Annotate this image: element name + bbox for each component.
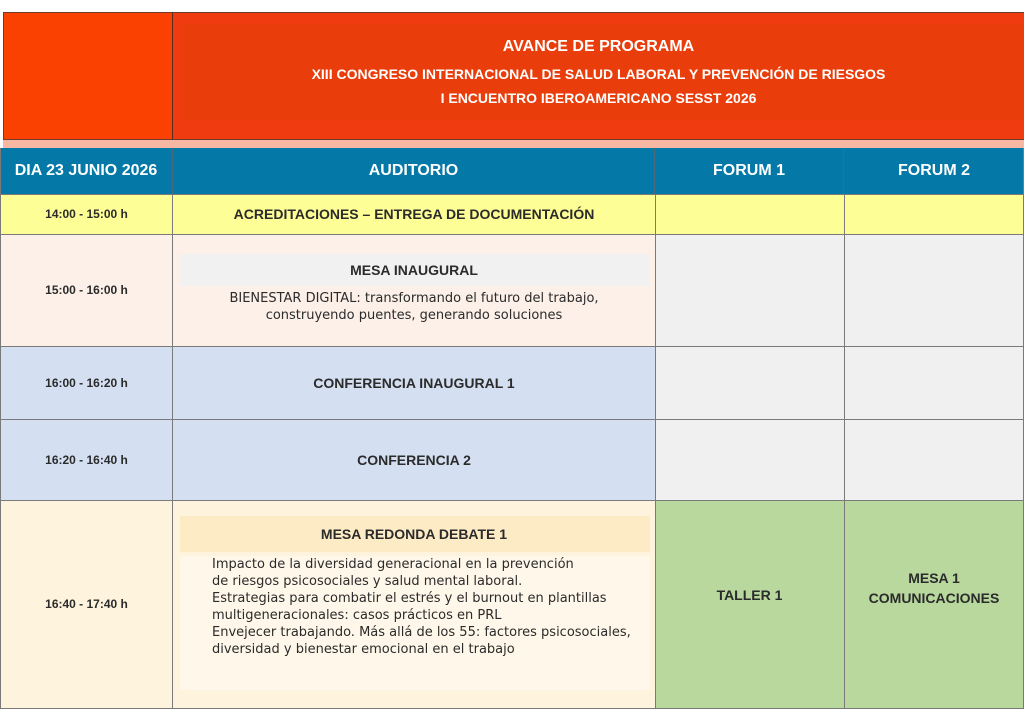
grid-line	[0, 194, 1024, 195]
session-title: CONFERENCIA 2	[357, 451, 471, 468]
banner-left-block	[3, 12, 173, 140]
divider-strip	[3, 140, 1024, 148]
grid-line	[655, 194, 656, 709]
grid-line	[0, 148, 1, 709]
column-header-forum-2: FORUM 2	[844, 148, 1024, 194]
time-cell: 16:40 - 17:40 h	[45, 597, 128, 611]
session-title: CONFERENCIA INAUGURAL 1	[313, 374, 515, 391]
grid-line	[172, 194, 173, 709]
time-cell: 15:00 - 16:00 h	[45, 283, 128, 297]
time-cell: 14:00 - 15:00 h	[45, 207, 128, 221]
time-cell: 16:20 - 16:40 h	[45, 452, 128, 467]
workshop-label: TALLER 1	[716, 587, 783, 603]
empty-forum-cell	[655, 419, 1024, 500]
session-title: ACREDITACIONES – ENTREGA DE DOCUMENTACIÓN	[233, 206, 595, 222]
session-title: MESA REDONDA DEBATE 1	[320, 526, 508, 542]
session-description: Impacto de la diversidad generacional en la prevención de riesgos psicosociales y salud mental laboral. Estrategias para combatir el estrés y el burnout en plantillas multigeneracionales: casos prácticos en PRL Envejecer trabajando. Más allá de los 55: factores psicosociales, diversidad y bienestar emocional en el trabajo	[212, 557, 631, 657]
grid-line	[0, 419, 1024, 420]
session-title: MESA INAUGURAL	[350, 262, 478, 278]
time-cell: 16:00 - 16:20 h	[45, 375, 128, 390]
meeting-title: I ENCUENTRO IBEROAMERICANO SESST 2026	[440, 90, 757, 106]
program-title: AVANCE DE PROGRAMA	[502, 38, 695, 55]
grid-line	[0, 500, 1024, 501]
column-header-auditorio: AUDITORIO	[173, 148, 655, 194]
grid-line	[0, 234, 1024, 235]
communications-label: MESA 1 COMUNICACIONES	[868, 570, 1000, 606]
column-header-forum-1: FORUM 1	[655, 148, 844, 194]
grid-line	[0, 346, 1024, 347]
empty-forum-cell	[655, 234, 1024, 346]
grid-line	[0, 708, 1024, 709]
empty-forum-cell	[655, 346, 1024, 419]
grid-line	[844, 194, 845, 709]
column-header-day: DIA 23 JUNIO 2026	[0, 148, 173, 194]
session-description: BIENESTAR DIGITAL: transformando el futuro del trabajo, construyendo puentes, generando soluciones	[229, 291, 599, 323]
congress-title: XIII CONGRESO INTERNACIONAL DE SALUD LABORAL Y PREVENCIÓN DE RIESGOS	[311, 66, 886, 82]
